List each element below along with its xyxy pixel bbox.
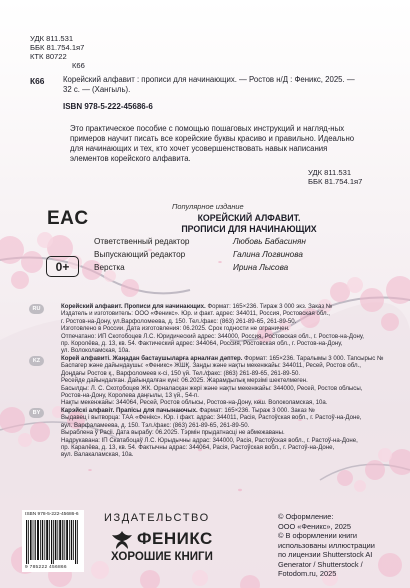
book-title-line2: ПРОПИСИ ДЛЯ НАЧИНАЮЩИХ <box>181 224 317 234</box>
udk-code: УДК 811.531 <box>30 34 74 43</box>
copyright-line-4: использованы иллюстрации <box>278 540 375 550</box>
barcode-bars-icon <box>26 520 80 564</box>
imprint-by-line-2: Выдавец і вытворца: ТАА «Фенікс». Юр. і факт. адрас: 344011, Расія, Растоўская вобл., г. Растоў-на-Доне, <box>61 414 362 422</box>
barcode <box>22 510 84 572</box>
copyright-notice <box>278 512 375 579</box>
imprint-kz-line-7: Нақты мекенжайы: 344064, Ресей, Ростов облысы, Ростов-на-Дону, көш. Волоколамская, 10а. <box>61 399 328 407</box>
badge-kz: KZ <box>29 356 44 366</box>
imprint-kz-line-6: Ростов-на-Дону, Королева даңғылы, 13 үй., 54-п. <box>61 392 199 399</box>
badge-by: BY <box>29 408 44 418</box>
copyright-line-5: по лицензии Shutterstock AI <box>278 550 373 559</box>
publisher-slogan: ХОРОШИЕ КНИГИ <box>111 551 213 563</box>
imprint-by-line-3: вул. Варфаламеева, д. 150. Тэл./факс: (863) 261-89-65, 261-89-50. <box>61 421 250 429</box>
credit-name-1: Любовь Бабасинян <box>233 237 306 246</box>
imprint-by-line-7: вул. Валакаламская, 10а. <box>61 451 134 459</box>
k66-small: К66 <box>72 61 85 70</box>
publisher-name: ФЕНИКС <box>137 529 213 548</box>
credit-role-3: Верстка <box>94 263 125 272</box>
copyright-line-1: © Оформление: <box>278 512 334 521</box>
credit-role-2: Выпускающий редактор <box>94 250 186 259</box>
copyright-line-7: Fotodom.ru, 2025 <box>278 569 337 578</box>
annotation: Это практическое пособие с помощью пошаговых инструкций и нагляд-ных примеров научит писать все корейские буквы красиво и правильно. Идеально для начинающих и тех, кто хочет усовершенствовать навык написания элементов корейского алфавита. <box>70 124 355 163</box>
imprint-kz-line-4: Ресейде дайындалған. Дайындалған күні: 06.2025. Жарамдылық мерзімі шектелмеген. <box>61 377 308 385</box>
imprint-by-line-6: пр. Каралёва, д. 13, кв. 54. Фактычны адрас: 344064, Расія, Растоўская вобл., г. Растоў-на-Доне, <box>61 444 335 451</box>
copyright-line-2: ООО «Феникс», 2025 <box>278 521 352 531</box>
udk-code-right: УДК 811.531 <box>308 168 352 177</box>
credit-name-2: Галина Логвинова <box>233 250 303 259</box>
age-rating-badge: 0+ <box>46 256 79 277</box>
credit-name-3: Ирина Лысова <box>233 263 289 272</box>
ktk-code: КТК 80722 <box>30 52 67 61</box>
bibliographic-record: Корейский алфавит : прописи для начинающих. — Ростов н/Д : Феникс, 2025. — 32 с. — (Хангыль). <box>63 75 355 94</box>
eac-mark-icon: EAC <box>47 208 89 229</box>
phoenix-logo-icon <box>111 530 133 550</box>
bbk-code-right: ББК 81.754.1я7 <box>308 177 363 186</box>
imprint-by-line-4: Выраблена ў Расіі. Дата вырабу: 06.2025. Тэрмін прыдатнасці не абмежаваны. <box>61 429 285 437</box>
book-title <box>129 213 369 235</box>
imprint-by-line-1: Карэйскі алфавіт. Прапісы для пачынаючых. Фармат: 165×236. Тыраж 3 000. Заказ № <box>61 407 315 414</box>
publisher-label: ИЗДАТЕЛЬСТВО <box>104 512 210 524</box>
popular-edition: Популярное издание <box>172 202 244 211</box>
imprint-ru-line-3: г. Ростов-на-Дону, ул.Варфоломеева, д. 150. Тел./факс: (863) 261-89-65, 261-89-50. <box>61 317 297 325</box>
credit-role-1: Ответственный редактор <box>94 237 190 246</box>
imprint-kz-line-2: Баспагер және дайындаушы: «Феникс» ЖШҚ. Заңды және нақты мекенжайы: 344011, Ресей, Ростов обл., <box>61 362 361 370</box>
imprint-ru-line-1: Корейский алфавит. Прописи для начинающих. Формат: 165×236. Тираж 3 000 экз. Заказ № <box>61 303 333 310</box>
bbk-code: ББК 81.754.1я7 <box>30 43 85 52</box>
imprint-ru-line-5: Отпечатано: ИП Скотобоцев Л.С. Юридический адрес: 344000, Россия, Ростовская обл., г. Ростов-на-Дону, <box>61 332 365 340</box>
copyright-line-6: Generator / Shutterstock / <box>278 559 363 569</box>
imprint-by-line-5: Надрукавана: ІП Скатабоцаў Л.С. Юрыдычны адрас: 344000, Расія, Растоўская вобл., г. Растоў-на-Доне, <box>61 436 358 444</box>
imprint-ru-line-2: Издатель и изготовитель: ООО «Феникс». Юр. и факт. адрес: 344011, Россия, Ростовская обл., <box>61 310 330 318</box>
k66-label: К66 <box>30 76 45 86</box>
imprint-ru-line-7: ул. Волоколамская, 10а. <box>61 347 131 355</box>
badge-ru: RU <box>29 304 44 314</box>
imprint-kz-line-5: Басылды: Л. С. Скотобоцев ЖК. Орналасқан жері және нақты мекенжайы: 344000, Ресей, Ростов облысы, <box>61 384 363 392</box>
imprint-kz-line-1: Корей алфавиті. Жаңадан бастаушыларға арналған дәптер. Формат: 165×236. Таралымы 3 000. Тапсырыс № <box>61 355 384 362</box>
barcode-digits: 9 785222 456866 <box>25 565 67 570</box>
copyright-line-3: © В оформлении книги <box>278 531 358 540</box>
imprint-ru-line-4: Изготовлено в России. Дата изготовления: 06.2025. Срок годности не ограничен. <box>61 325 290 333</box>
book-title-line1: КОРЕЙСКИЙ АЛФАВИТ. <box>197 213 301 223</box>
imprint-ru-line-6: пр. Королёва, д. 13, кв. 54. Фактический адрес: 344064, Россия, Ростовская обл., г. Ростов-на-Дону, <box>61 340 343 347</box>
imprint-kz-line-3: Доңдағы Ростов қ., Варфоломеев к-сі, 150 үй. Тел./факс: (863) 261-89-65, 261-89-50. <box>61 369 301 377</box>
barcode-isbn: ISBN 978-5-222-45686-6 <box>25 512 79 517</box>
isbn: ISBN 978-5-222-45686-6 <box>63 102 153 111</box>
